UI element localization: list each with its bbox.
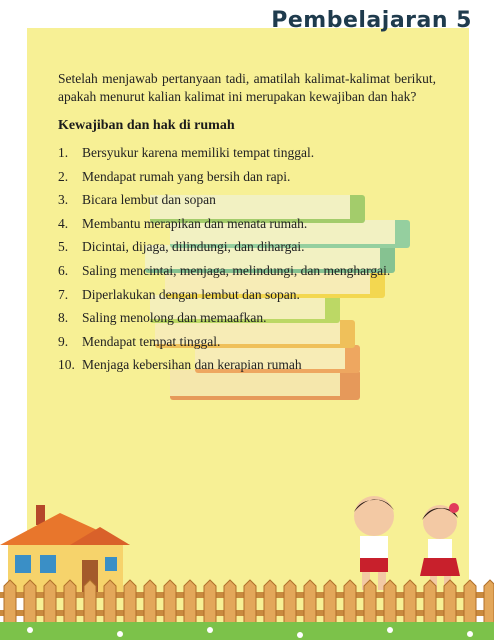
list-item-number: 4. [58,215,69,231]
page-title: Pembelajaran 5 [271,8,472,33]
list-item-text: Bersyukur karena memiliki tempat tinggal. [82,145,315,160]
rights-obligations-list [58,144,448,380]
list-item-number: 1. [58,145,69,160]
list-item-text: Saling mencintai, menjaga, melindungi, dan menghargai. [82,262,391,278]
fence-illustration [0,578,494,640]
list-item-number: 2. [58,168,69,184]
list-item [58,168,448,192]
list-item [58,262,448,286]
list-item [58,238,448,262]
list-item-text: Mendapat tempat tinggal. [82,333,221,349]
list-item [58,333,448,357]
intro-paragraph: Setelah menjawab pertanyaan tadi, amatilah kalimat-kalimat berikut, apakah menurut kalian kalimat ini merupakan kewajiban dan hak? [58,70,436,104]
list-item [58,356,448,380]
list-item [58,286,448,310]
section-title: Kewajiban dan hak di rumah [58,118,235,133]
list-item-text: Dicintai, dijaga, dilindungi, dan dihargai. [82,239,305,255]
list-item-number: 3. [58,192,69,208]
list-item-text: Membantu merapikan dan menata rumah. [82,215,308,231]
list-item [58,191,448,215]
list-item-text: Menjaga kebersihan dan kerapian rumah [82,357,302,373]
list-item [58,144,448,168]
list-item-number: 5. [58,239,69,255]
list-item [58,309,448,333]
list-item-number: 9. [58,333,69,349]
list-item-text: Bicara lembut dan sopan [82,192,216,208]
list-item-number: 7. [58,286,69,302]
list-item-text: Mendapat rumah yang bersih dan rapi. [82,168,291,184]
list-item [58,215,448,239]
list-item-number: 8. [58,310,69,326]
list-item-text: Diperlakukan dengan lembut dan sopan. [82,286,300,302]
list-item-text: Saling menolong dan memaafkan. [82,310,267,326]
list-item-number: 6. [58,262,69,278]
list-item-number: 10. [58,357,75,373]
